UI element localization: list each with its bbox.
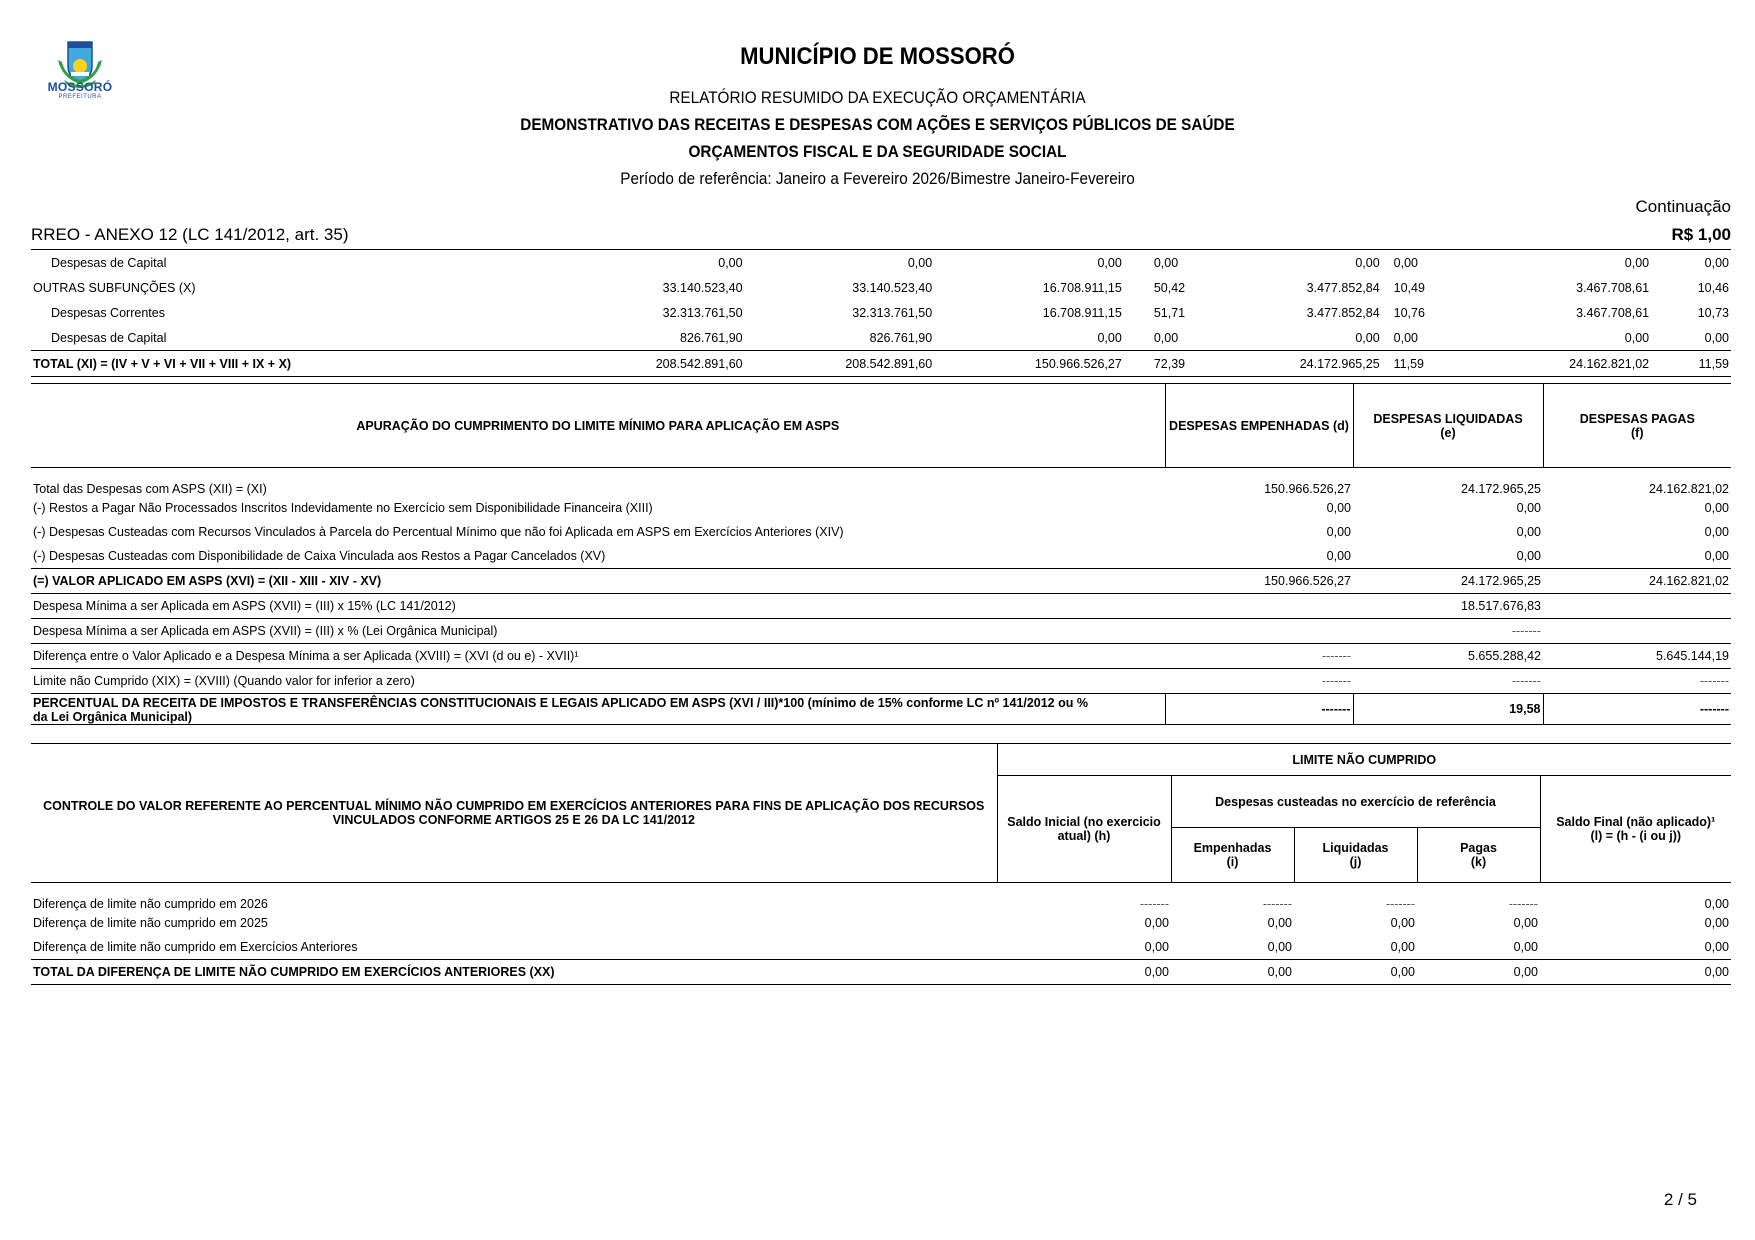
cell-value: 0,00 bbox=[1393, 255, 1418, 270]
row-label: OUTRAS SUBFUNÇÕES (X) bbox=[33, 280, 196, 295]
cell-value: 0,00 bbox=[1267, 915, 1292, 930]
table-row bbox=[31, 468, 1731, 496]
expenditure-subfunction-table bbox=[31, 249, 1731, 377]
cell-value: 208.542.891,60 bbox=[655, 356, 743, 371]
header-line: (k) bbox=[1470, 855, 1487, 869]
cell-value: 24.162.821,02 bbox=[1649, 481, 1729, 496]
table-row bbox=[31, 496, 1731, 520]
cell-value: 0,00 bbox=[1624, 255, 1650, 270]
cell-value: 826.761,90 bbox=[680, 330, 743, 345]
cell-value: 3.477.852,84 bbox=[1306, 280, 1380, 295]
cell-value: 18.517.676,83 bbox=[1461, 598, 1541, 613]
cell-value: 0,00 bbox=[1097, 255, 1122, 270]
header-line: DESPESAS PAGAS bbox=[1579, 411, 1695, 426]
label-line: PERCENTUAL DA RECEITA DE IMPOSTOS E TRANSFERÊNCIAS CONSTITUCIONAIS E LEGAIS APLICADO EM ASPS (XVI / III)*100 (mínimo de 15% conforme LC nº 141/2012 ou % bbox=[33, 695, 1088, 710]
cell-value: 0,00 bbox=[1326, 500, 1351, 515]
cell-value: 72,39 bbox=[1153, 356, 1186, 371]
cell-value: 24.172.965,25 bbox=[1461, 481, 1541, 496]
cell-value: 0,00 bbox=[1355, 255, 1380, 270]
cell-value: ------- bbox=[1321, 648, 1351, 663]
report-budget-title: ORÇAMENTOS FISCAL E DA SEGURIDADE SOCIAL bbox=[688, 142, 1067, 161]
row-label: Diferença de limite não cumprido em 2025 bbox=[33, 915, 268, 930]
header-line: atual) (h) bbox=[1057, 829, 1111, 843]
cell-value: 0,00 bbox=[1516, 500, 1541, 515]
header-line: (l) = (h - (i ou j)) bbox=[1590, 829, 1682, 843]
column-header-pagas bbox=[1417, 828, 1540, 883]
cell-value bbox=[1165, 618, 1353, 643]
cell-value: 0,00 bbox=[1144, 964, 1169, 979]
row-label: TOTAL (XI) = (IV + V + VI + VII + VIII + IX + X) bbox=[33, 356, 292, 371]
cell-value bbox=[1543, 618, 1731, 643]
cell-value: 0,00 bbox=[1513, 939, 1538, 954]
cell-value: 0,00 bbox=[1390, 939, 1415, 954]
row-label: Despesas Correntes bbox=[51, 305, 165, 320]
cell-value bbox=[1165, 593, 1353, 618]
cell-value: 0,00 bbox=[1516, 548, 1541, 563]
cell-value: 0,00 bbox=[1390, 915, 1415, 930]
cell-value: 0,00 bbox=[1267, 939, 1292, 954]
row-label: Diferença entre o Valor Aplicado e a Despesa Mínima a ser Aplicada (XVIII) = (XVI (d ou e) - XVII)¹ bbox=[33, 648, 579, 663]
column-header-pagas bbox=[1543, 384, 1731, 468]
label-line: da Lei Orgânica Municipal) bbox=[33, 709, 193, 724]
total-row bbox=[31, 959, 1731, 984]
cell-value: 0,00 bbox=[1393, 330, 1418, 345]
table-row bbox=[31, 668, 1731, 693]
cell-value: 0,00 bbox=[1144, 939, 1169, 954]
cell-value: 32.313.761,50 bbox=[852, 305, 933, 320]
cell-value: 24.162.821,02 bbox=[1569, 356, 1650, 371]
cell-value: 150.966.526,27 bbox=[1264, 481, 1351, 496]
header-line: (j) bbox=[1349, 855, 1362, 869]
table-row bbox=[31, 520, 1731, 544]
cell-value: ------- bbox=[1139, 896, 1169, 911]
cell-value: 10,73 bbox=[1697, 305, 1729, 320]
table-row bbox=[31, 883, 1731, 911]
cell-value: 5.645.144,19 bbox=[1656, 648, 1729, 663]
header-line: (e) bbox=[1440, 425, 1456, 440]
cell-value: 19,58 bbox=[1353, 693, 1543, 724]
unfulfilled-limit-control-table bbox=[31, 743, 1731, 985]
cell-value: 0,00 bbox=[1267, 964, 1292, 979]
table-row bbox=[31, 325, 1731, 351]
cell-value: 32.313.761,50 bbox=[662, 305, 743, 320]
header-line: Saldo Inicial (no exercicio bbox=[1007, 815, 1161, 829]
cell-value: 0,00 bbox=[1097, 330, 1122, 345]
cell-value: 0,00 bbox=[1516, 524, 1541, 539]
total-row bbox=[31, 351, 1731, 377]
header-line: DESPESAS LIQUIDADAS bbox=[1373, 411, 1523, 426]
cell-value: ------- bbox=[1262, 896, 1292, 911]
cell-value: 0,00 bbox=[1326, 524, 1351, 539]
cell-value: 0,00 bbox=[1390, 964, 1415, 979]
cell-value: 3.477.852,84 bbox=[1306, 305, 1380, 320]
table-row bbox=[31, 250, 1731, 276]
report-statement-title: DEMONSTRATIVO DAS RECEITAS E DESPESAS COM AÇÕES E SERVIÇOS PÚBLICOS DE SAÚDE bbox=[520, 115, 1235, 134]
cell-value: 33.140.523,40 bbox=[852, 280, 933, 295]
page-title: MUNICÍPIO DE MOSSORÓ bbox=[740, 43, 1015, 70]
table-row-percentual bbox=[31, 693, 1731, 724]
cell-value: 0,00 bbox=[1153, 330, 1179, 345]
cell-value: 16.708.911,15 bbox=[1042, 305, 1122, 320]
cell-value: 24.172.965,25 bbox=[1299, 356, 1380, 371]
column-header-saldo-inicial bbox=[997, 776, 1171, 883]
table-row bbox=[31, 643, 1731, 668]
header-line: CONTROLE DO VALOR REFERENTE AO PERCENTUAL MÍNIMO NÃO CUMPRIDO EM EXERCÍCIOS ANTERIORES PARA FINS DE APLICAÇÃO DOS RECURSOS bbox=[43, 799, 985, 813]
reference-period: Período de referência: Janeiro a Fevereiro 2026/Bimestre Janeiro-Fevereiro bbox=[620, 169, 1135, 188]
cell-value: 0,00 bbox=[1326, 548, 1351, 563]
cell-value: 10,46 bbox=[1697, 280, 1729, 295]
cell-value: 208.542.891,60 bbox=[845, 356, 933, 371]
row-label: Despesas de Capital bbox=[51, 330, 167, 345]
column-header-liquidadas bbox=[1294, 828, 1417, 883]
continuation-label: Continuação bbox=[1635, 197, 1731, 216]
row-label: (-) Restos a Pagar Não Processados Inscritos Indevidamente no Exercício sem Disponibilidade Financeira (XIII) bbox=[33, 500, 653, 515]
cell-value: 0,00 bbox=[1704, 255, 1729, 270]
cell-value: 11,59 bbox=[1698, 356, 1729, 371]
logo-subtext: PREFEITURA bbox=[58, 94, 102, 100]
cell-value: 0,00 bbox=[1704, 524, 1729, 539]
header-line: Liquidadas bbox=[1322, 841, 1389, 855]
row-label: (-) Despesas Custeadas com Recursos Vinculados à Parcela do Percentual Mínimo que não foi Aplicada em ASPS em Exercícios Anteriores (XIV) bbox=[33, 524, 844, 539]
column-header-liquidadas bbox=[1353, 384, 1543, 468]
cell-value: 0,00 bbox=[907, 255, 933, 270]
row-label: Total das Despesas com ASPS (XII) = (XI) bbox=[33, 481, 267, 496]
table-row bbox=[31, 618, 1731, 643]
currency-unit: R$ 1,00 bbox=[1671, 225, 1731, 244]
table-row bbox=[31, 935, 1731, 960]
row-label: (-) Despesas Custeadas com Disponibilidade de Caixa Vinculada aos Restos a Pagar Cancelados (XV) bbox=[33, 548, 606, 563]
header-line: Saldo Final (não aplicado)¹ bbox=[1556, 815, 1716, 829]
column-header-limite-nao-cumprido: LIMITE NÃO CUMPRIDO bbox=[997, 744, 1731, 776]
table-row bbox=[31, 593, 1731, 618]
cell-value: 10,49 bbox=[1393, 280, 1425, 295]
cell-value: 51,71 bbox=[1153, 305, 1186, 320]
cell-value: 33.140.523,40 bbox=[662, 280, 743, 295]
cell-value: 3.467.708,61 bbox=[1576, 280, 1650, 295]
cell-value: ------- bbox=[1321, 673, 1351, 688]
column-header-saldo-final bbox=[1540, 776, 1731, 883]
cell-value: 0,00 bbox=[1513, 964, 1538, 979]
cell-value: 50,42 bbox=[1153, 280, 1186, 295]
column-header-empenhadas: DESPESAS EMPENHADAS (d) bbox=[1165, 384, 1353, 468]
column-header-controle bbox=[31, 744, 997, 883]
table-row bbox=[31, 911, 1731, 935]
cell-value: 150.966.526,27 bbox=[1034, 356, 1122, 371]
row-label: Diferença de limite não cumprido em 2026 bbox=[33, 896, 268, 911]
table-header-row bbox=[31, 744, 1731, 776]
cell-value: 0,00 bbox=[1704, 915, 1729, 930]
row-label: (=) VALOR APLICADO EM ASPS (XVI) = (XII - XIII - XIV - XV) bbox=[33, 573, 382, 588]
cell-value: ------- bbox=[1511, 673, 1541, 688]
cell-value: 5.655.288,42 bbox=[1468, 648, 1541, 663]
cell-value: 24.172.965,25 bbox=[1461, 573, 1541, 588]
table-header-row bbox=[31, 384, 1731, 468]
row-label: Limite não Cumprido (XIX) = (XVIII) (Quando valor for inferior a zero) bbox=[33, 673, 415, 688]
report-subtitle: RELATÓRIO RESUMIDO DA EXECUÇÃO ORÇAMENTÁRIA bbox=[669, 88, 1086, 107]
cell-value: ------- bbox=[1543, 693, 1731, 724]
cell-value: 0,00 bbox=[1704, 964, 1729, 979]
logo-text: MOSSORÓ bbox=[47, 80, 113, 94]
column-header-empenhadas bbox=[1171, 828, 1294, 883]
cell-value: ------- bbox=[1511, 623, 1541, 638]
asps-minimum-limit-table bbox=[31, 383, 1731, 725]
cell-value: 24.162.821,02 bbox=[1649, 573, 1729, 588]
cell-value: ------- bbox=[1699, 673, 1729, 688]
row-label: Despesa Mínima a ser Aplicada em ASPS (XVII) = (III) x 15% (LC 141/2012) bbox=[33, 598, 456, 613]
header-line: (i) bbox=[1226, 855, 1239, 869]
cell-value: ------- bbox=[1508, 896, 1538, 911]
cell-value: 11,59 bbox=[1393, 356, 1425, 371]
header-line: (f) bbox=[1631, 425, 1644, 440]
annex-label: RREO - ANEXO 12 (LC 141/2012, art. 35) bbox=[31, 225, 349, 244]
row-label: Despesa Mínima a ser Aplicada em ASPS (XVII) = (III) x % (Lei Orgânica Municipal) bbox=[33, 623, 498, 638]
cell-value: 16.708.911,15 bbox=[1042, 280, 1122, 295]
table-row bbox=[31, 544, 1731, 569]
cell-value: 0,00 bbox=[1704, 500, 1729, 515]
cell-value: ------- bbox=[1165, 693, 1353, 724]
table-row bbox=[31, 275, 1731, 300]
cell-value: 0,00 bbox=[1704, 939, 1729, 954]
cell-value: 826.761,90 bbox=[869, 330, 933, 345]
header-line: VINCULADOS CONFORME ARTIGOS 25 E 26 DA LC 141/2012 bbox=[332, 813, 695, 827]
cell-value: 0,00 bbox=[1355, 330, 1380, 345]
table-row-valor-aplicado bbox=[31, 568, 1731, 593]
cell-value: 0,00 bbox=[1153, 255, 1179, 270]
cell-value: 0,00 bbox=[1704, 330, 1729, 345]
header-line: Pagas bbox=[1460, 841, 1497, 855]
cell-value: 0,00 bbox=[1624, 330, 1650, 345]
cell-value: 0,00 bbox=[1144, 915, 1169, 930]
page-number: 2 / 5 bbox=[1663, 1190, 1697, 1209]
row-label: Diferença de limite não cumprido em Exercícios Anteriores bbox=[33, 939, 358, 954]
row-label bbox=[31, 693, 1165, 724]
row-label: TOTAL DA DIFERENÇA DE LIMITE NÃO CUMPRIDO EM EXERCÍCIOS ANTERIORES (XX) bbox=[33, 964, 555, 979]
cell-value: 0,00 bbox=[1704, 548, 1729, 563]
cell-value bbox=[1543, 593, 1731, 618]
cell-value: 3.467.708,61 bbox=[1576, 305, 1650, 320]
cell-value: 0,00 bbox=[718, 255, 743, 270]
cell-value: 10,76 bbox=[1393, 305, 1425, 320]
cell-value: 0,00 bbox=[1704, 896, 1729, 911]
table-row bbox=[31, 300, 1731, 325]
header-line: Empenhadas bbox=[1193, 841, 1272, 855]
cell-value: 0,00 bbox=[1513, 915, 1538, 930]
row-label: Despesas de Capital bbox=[51, 255, 167, 270]
column-header-apuracao: APURAÇÃO DO CUMPRIMENTO DO LIMITE MÍNIMO PARA APLICAÇÃO EM ASPS bbox=[356, 418, 840, 433]
cell-value: ------- bbox=[1385, 896, 1415, 911]
cell-value: 150.966.526,27 bbox=[1264, 573, 1351, 588]
column-header-despesas-custeadas: Despesas custeadas no exercício de referência bbox=[1171, 776, 1540, 828]
